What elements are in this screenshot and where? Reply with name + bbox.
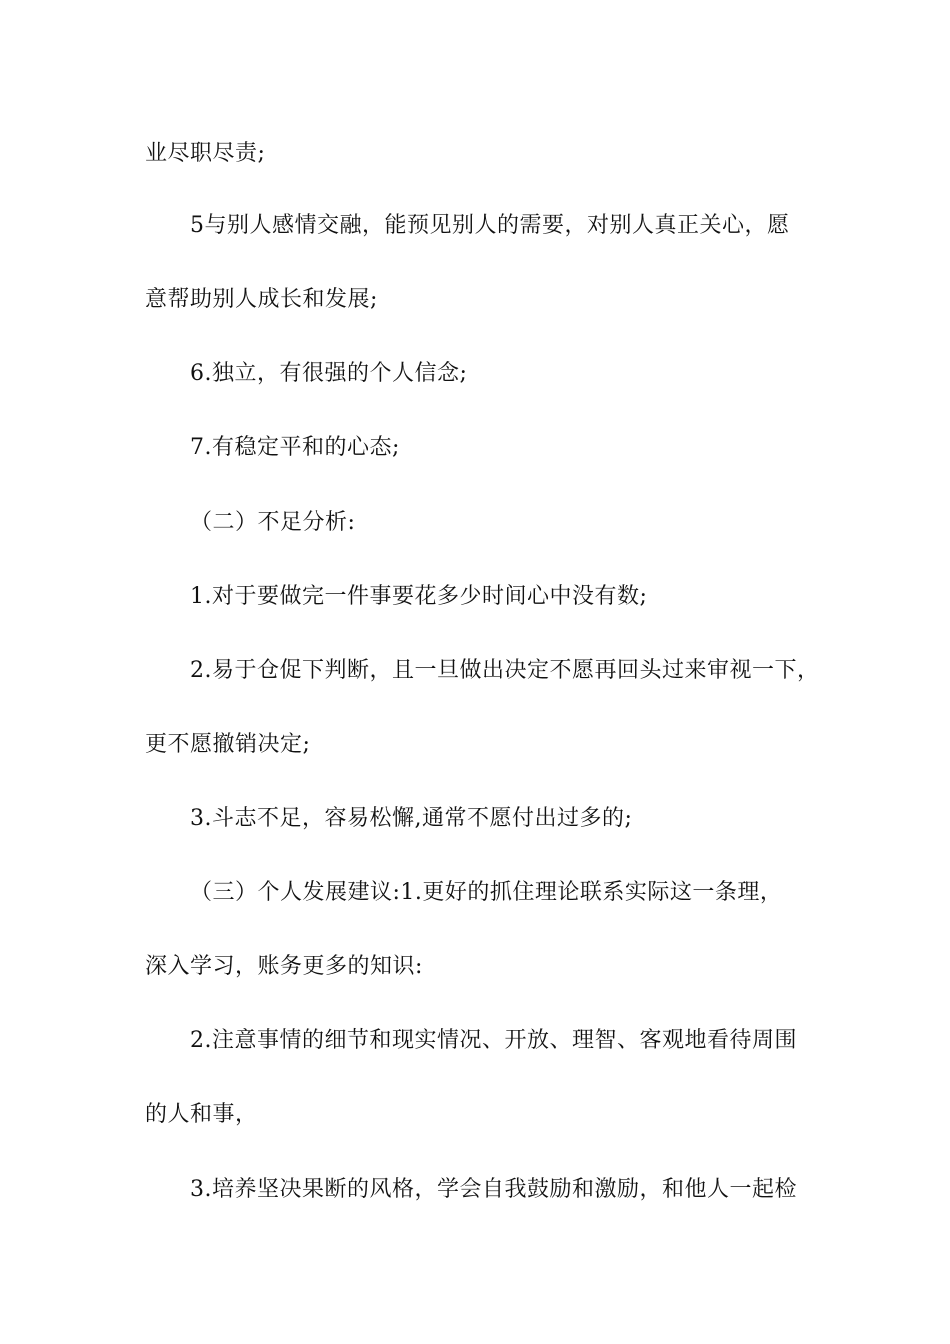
text-line: 意帮助别人成长和发展; [145, 287, 378, 312]
text-line: 5与别人感情交融，能预见别人的需要，对别人真正关心，愿 [190, 213, 790, 238]
text-line: 1.对于要做完一件事要花多少时间心中没有数; [190, 584, 648, 609]
text-line: 2.注意事情的细节和现实情况、开放、理智、客观地看待周围 [190, 1028, 797, 1053]
text-line: 业尽职尽责; [145, 141, 266, 166]
text-line: 2.易于仓促下判断，且一旦做出决定不愿再回头过来审视一下， [190, 658, 820, 683]
text-line: 更不愿撤销决定; [145, 732, 311, 757]
text-line: 6.独立，有很强的个人信念; [190, 361, 468, 386]
text-line: 深入学习，账务更多的知识: [145, 954, 423, 979]
text-line: 7.有稳定平和的心态; [190, 435, 400, 460]
section-heading: （三）个人发展建议:1.更好的抓住理论联系实际这一条理， [190, 880, 783, 905]
section-heading: （二）不足分析: [190, 510, 356, 535]
text-line: 3.斗志不足，容易松懈,通常不愿付出过多的; [190, 806, 633, 831]
text-line: 3.培养坚决果断的风格，学会自我鼓励和激励，和他人一起检 [190, 1177, 797, 1202]
text-line: 的人和事， [145, 1102, 258, 1127]
